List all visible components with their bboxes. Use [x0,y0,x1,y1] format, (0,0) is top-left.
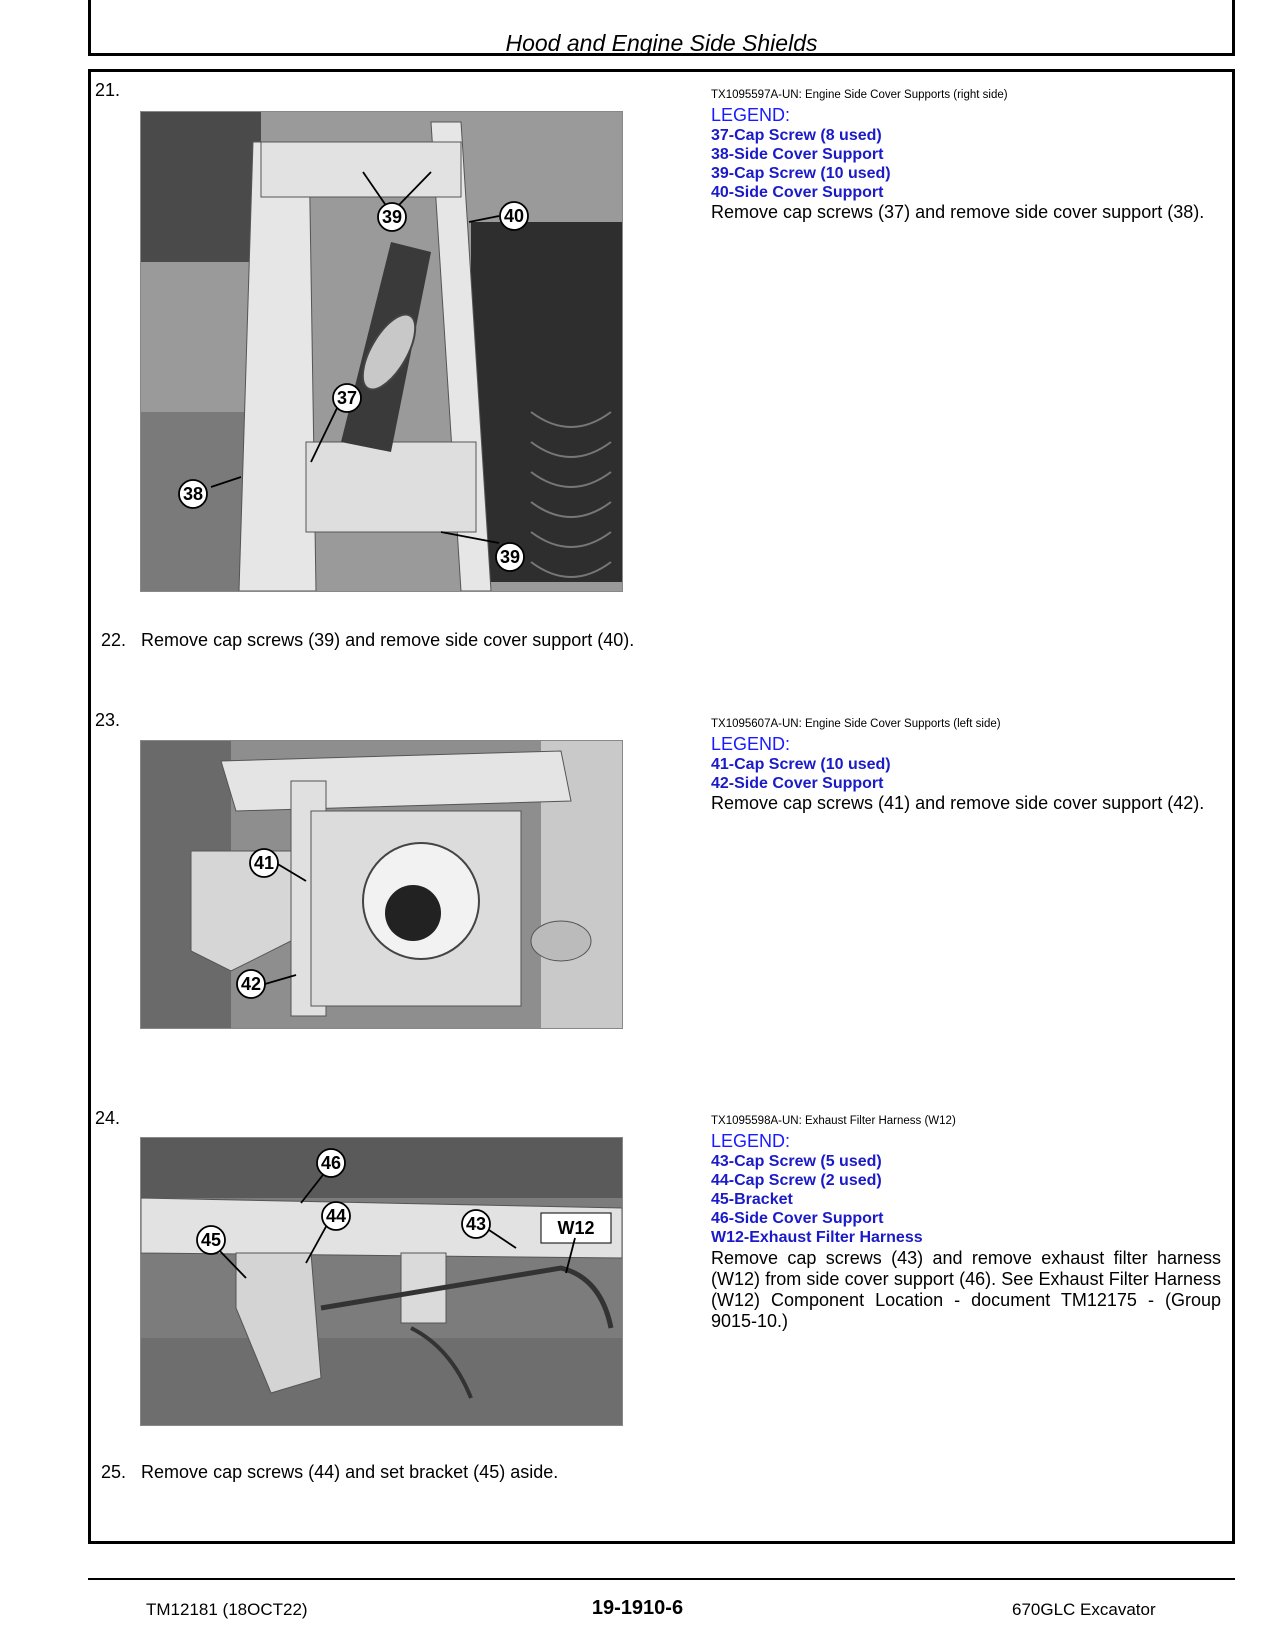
legend-item: 44-Cap Screw (2 used) [711,1172,882,1189]
step-24-caption-id: TX1095598A-UN: Exhaust Filter Harness (W12) [711,1115,956,1127]
legend-item: 46-Side Cover Support [711,1210,884,1227]
step-21-legend [711,126,891,202]
callout-39-bottom: 39 [499,547,521,567]
step-23-caption-id: TX1095607A-UN: Engine Side Cover Supports (left side) [711,718,1001,730]
step-24-number: 24. [95,1108,121,1128]
step-25 [101,1462,558,1483]
legend-item: 37-Cap Screw (8 used) [711,127,882,144]
callout-38: 38 [182,484,204,504]
step-24-instruction: Remove cap screws (43) and remove exhaust filter harness (W12) from side cover support (46). See Exhaust Filter Harness (W12) Component Location - document TM12175 - (Group 9015-10.) [711,1248,1221,1331]
page-title: Hood and Engine Side Shields [505,30,818,56]
step-21-caption-id: TX1095597A-UN: Engine Side Cover Supports (right side) [711,89,1008,101]
footer-model: 670GLC Excavator [1012,1600,1156,1619]
callout-41: 41 [253,853,275,873]
legend-item: 40-Side Cover Support [711,184,884,201]
legend-item: 39-Cap Screw (10 used) [711,165,891,182]
step-24-legend [711,1152,923,1247]
callout-37: 37 [336,388,358,408]
step-22 [101,630,634,651]
step-23-legend [711,755,891,793]
step-23-photo [140,740,623,1029]
footer-doc-id: TM12181 (18OCT22) [146,1600,308,1619]
callout-40: 40 [503,206,525,226]
callout-42: 42 [240,974,262,994]
step-24-legend-title: LEGEND: [711,1131,791,1151]
legend-item: W12-Exhaust Filter Harness [711,1229,923,1246]
step-21-legend-title: LEGEND: [711,105,791,125]
callout-46: 46 [320,1153,342,1173]
callout-43: 43 [465,1214,487,1234]
callout-44: 44 [325,1206,347,1226]
step-23-instruction: Remove cap screws (41) and remove side cover support (42). [711,793,1205,813]
legend-item: 38-Side Cover Support [711,146,884,163]
step-25-number: 25. [101,1462,127,1482]
callout-w12: W12 [557,1218,595,1238]
step-22-number: 22. [101,630,127,650]
legend-item: 41-Cap Screw (10 used) [711,756,891,773]
footer-rule [88,1578,1235,1580]
step-21-instruction: Remove cap screws (37) and remove side cover support (38). [711,202,1205,222]
step-24-photo [140,1137,623,1426]
step-22-text: Remove cap screws (39) and remove side cover support (40). [141,630,635,650]
legend-item: 45-Bracket [711,1191,793,1208]
callout-39-top: 39 [381,207,403,227]
footer-page-number: 19-1910-6 [591,1597,684,1619]
step-23-number: 23. [95,710,121,730]
step-23-legend-title: LEGEND: [711,734,791,754]
step-21-number: 21. [95,80,121,100]
callout-45: 45 [200,1230,222,1250]
legend-item: 43-Cap Screw (5 used) [711,1153,882,1170]
step-21-photo [140,111,623,592]
legend-item: 42-Side Cover Support [711,775,884,792]
step-25-text: Remove cap screws (44) and set bracket (45) aside. [141,1462,559,1482]
